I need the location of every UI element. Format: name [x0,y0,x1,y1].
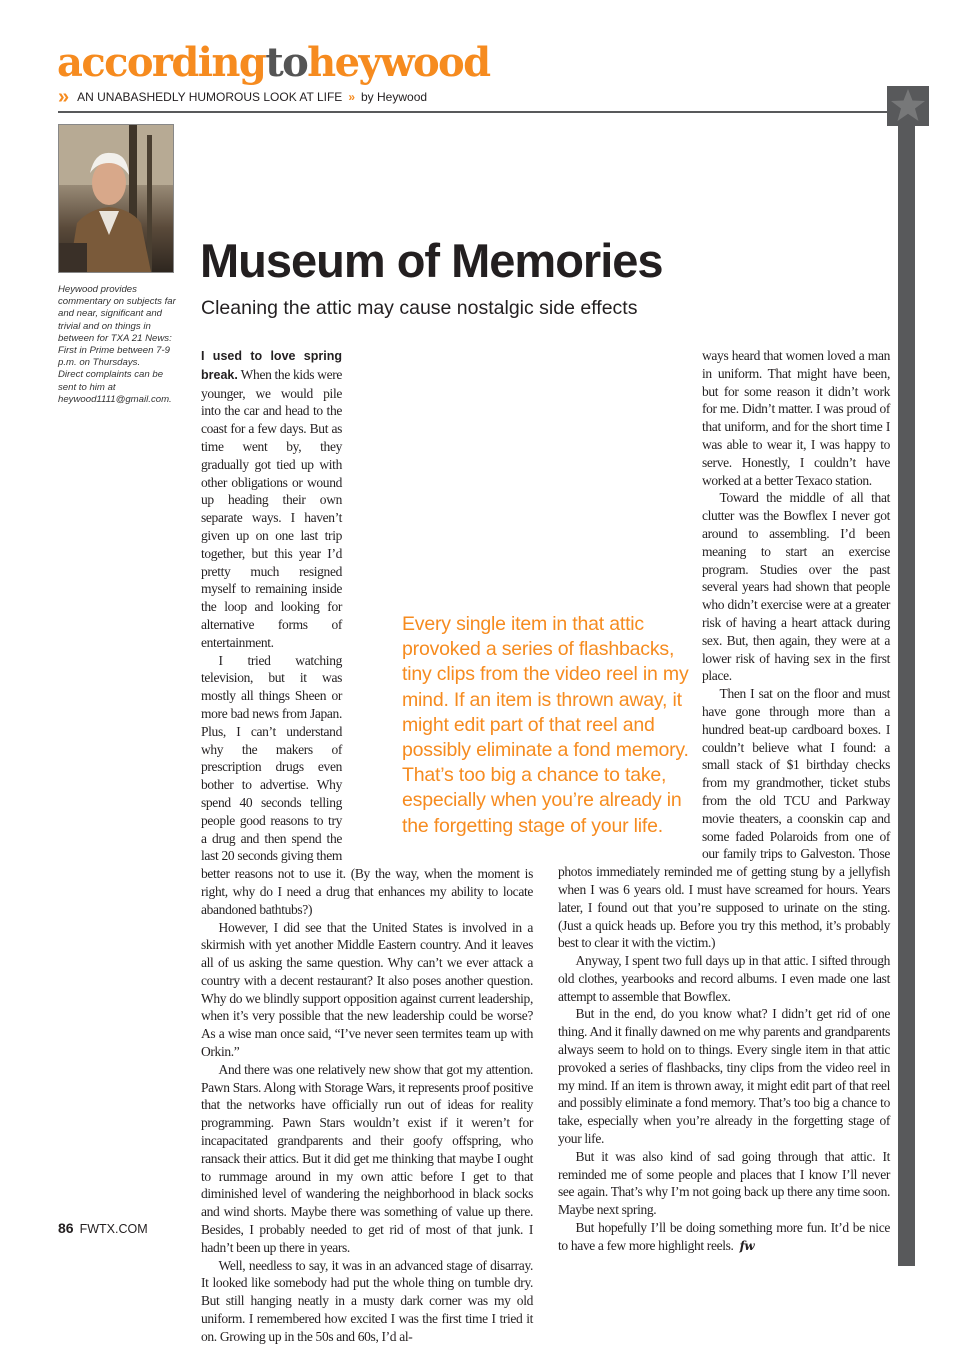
chevron-right-icon: » [58,86,70,108]
article-subtitle: Cleaning the attic may cause nostalgic side effects [201,297,638,319]
author-photo [58,124,174,273]
page-number: 86 [58,1220,74,1236]
paragraph: I used to love spring break. When the kids were younger, we would pile into the car and head to the coast for a few days. But as time went by, they gradually got tied up with other obligations or wound up heading their own separate ways. I haven’t given up on one last trip together, but this year I’d pretty much resigned myself to remaining inside the loop and looking for alternative forms of entertainment. [201,349,342,650]
header-rule [58,111,910,113]
paragraph: Then I sat on the floor and must have gone through more than a hundred beat-up cardboard boxes. I couldn’t believe what I found: a small stack of $1 birthday checks from my grandmother, ticket stubs from the old TCU and Parkway movie theaters, a coonskin cap and some faded Polaroids from one of our family trips to Galveston. Those photos immediately reminded me of getting stung by a jellyfish when I was 6 years old. I must have screamed for hours. Years later, I found out that you’re supposed to urinate on the sting. (Just a quick heads up. Before you try this method, it’s probably best to clear it with the victim.) [558,686,890,951]
paragraph: But in the end, do you know what? I didn’t get rid of one thing. And it finally dawned on me why parents and grandparents always seem to hold on to things. Every single item in that attic provoked a series of flashbacks, tiny clips from the video reel in my mind. If an item is thrown away, it might edit part of that reel and possibly eliminate a fond memory. That’s too big a chance to take, especially when you’re already in the forgetting stage of your life. [558,1006,890,1147]
byline: by Heywood [361,90,428,104]
paragraph: However, I did see that the United States is involved in a skirmish with yet another Middle Eastern country. And it leaves all of us asking the same question. Why can’t we ever attack a country with a decent restaurant? It also poses another question. Why do we blindly support opposition against current leadership, when it’s very possible that the new leadership could be worse? As a wise man once said, “I’ve never seen termites team up with Orkin.” [201,919,533,1060]
tagline-text: AN UNABASHEDLY HUMOROUS LOOK AT LIFE [77,90,343,104]
column-tagline [58,87,427,107]
star-badge [887,86,929,126]
author-caption: Heywood provides commentary on subjects far and near, significant and trivial and on things in between for TXA 21 News: First in Prime between 7-9 p.m. on Thursdays. Direct complaints can be sent to him at heywood1111@gmail.com. [58,284,176,405]
paragraph: Toward the middle of all that clutter was the Bowflex I never got around to assembling. I’d been meaning to start an exercise program. Studies over the past several years had shown that people who didn’t exercise were at a greater risk of having a heart attack during sex. But, then again, they were at a lower risk of having sex in the first place. [702,490,890,684]
lead-in: I used to love spring break. [201,349,342,382]
page-footer [58,1218,148,1239]
column-logo: accordingtoheywood [57,39,490,86]
chevron-separator-icon: » [348,90,355,104]
paragraph: ways heard that women loved a man in uniform. That might have been, but for some reason it didn’t work for me. Didn’t matter. I was proud of that uniform, and for the short time I was able to wear it, I was happy to serve. Honestly, I couldn’t have worked at a better Texaco station. [702,348,890,488]
paragraph: Well, needless to say, it was in an advanced stage of disarray. It looked like somebody had put the whole thing on tumble dry. But still hanging neatly in a musty dark corner was my old uniform. I remembered how excited I was the first time I tried it on. Growing up in the 50s and 60s, I’d al- [201,1257,533,1344]
paragraph: I tried watching television, but it was mostly all things Sheen or more bad news from Japan. Plus, I can’t understand why the makers of prescription drugs even bother to advertise. Why spend 40 seconds telling people good reasons to try a drug and then spend the last 20 seconds giving them better reasons not to use it. (By the way, when the moment is right, why do I need a drug that enhances my ability to locate abandoned bathtubs?) [201,652,533,917]
end-mark: fw [739,1238,755,1253]
star-icon [887,86,929,126]
site-name: FWTX.COM [79,1222,148,1236]
article-column-left [201,347,533,1346]
article-title: Museum of Memories [200,234,663,287]
side-bar [898,111,915,1266]
paragraph: But it was also kind of sad going through that attic. It reminded me of some people and places that I know I’ll never see again. That’s why I’m not going back up there any time soon. Maybe next spring. [558,1148,890,1218]
paragraph: And there was one relatively new show that got my attention. Pawn Stars. Along with Storage Wars, it represents proof positive that the networks have officially run out of ideas for reality programming. Pawn Stars wouldn’t exist if it weren’t for incapacitated grandparents and their goofy offspring, who ransack their attics. But it did get me thinking that maybe I ought to rummage around in my own attic before I get to that diminished level of wandering the neighborhood in black socks and wind shorts. Maybe there was something of value up there. Besides, I probably needed to get rid of most of that junk. I hadn’t been up there in years. [201,1061,533,1255]
paragraph: But hopefully I’ll be doing something more fun. It’d be nice to have a few more highlight reels. fw [558,1220,890,1253]
paragraph: Anyway, I spent two full days up in that attic. I sifted through old clothes, yearbooks and record albums. I even made one last attempt to assemble that Bowflex. [558,953,890,1004]
pull-quote: Every single item in that attic provoked a series of flashbacks, tiny clips from the video reel in my mind. If an item is thrown away, it might edit part of that reel and possibly eliminate a fond memory. That’s too big a chance to take, especially when you’re already in the forgetting stage of your life. [402,613,689,837]
